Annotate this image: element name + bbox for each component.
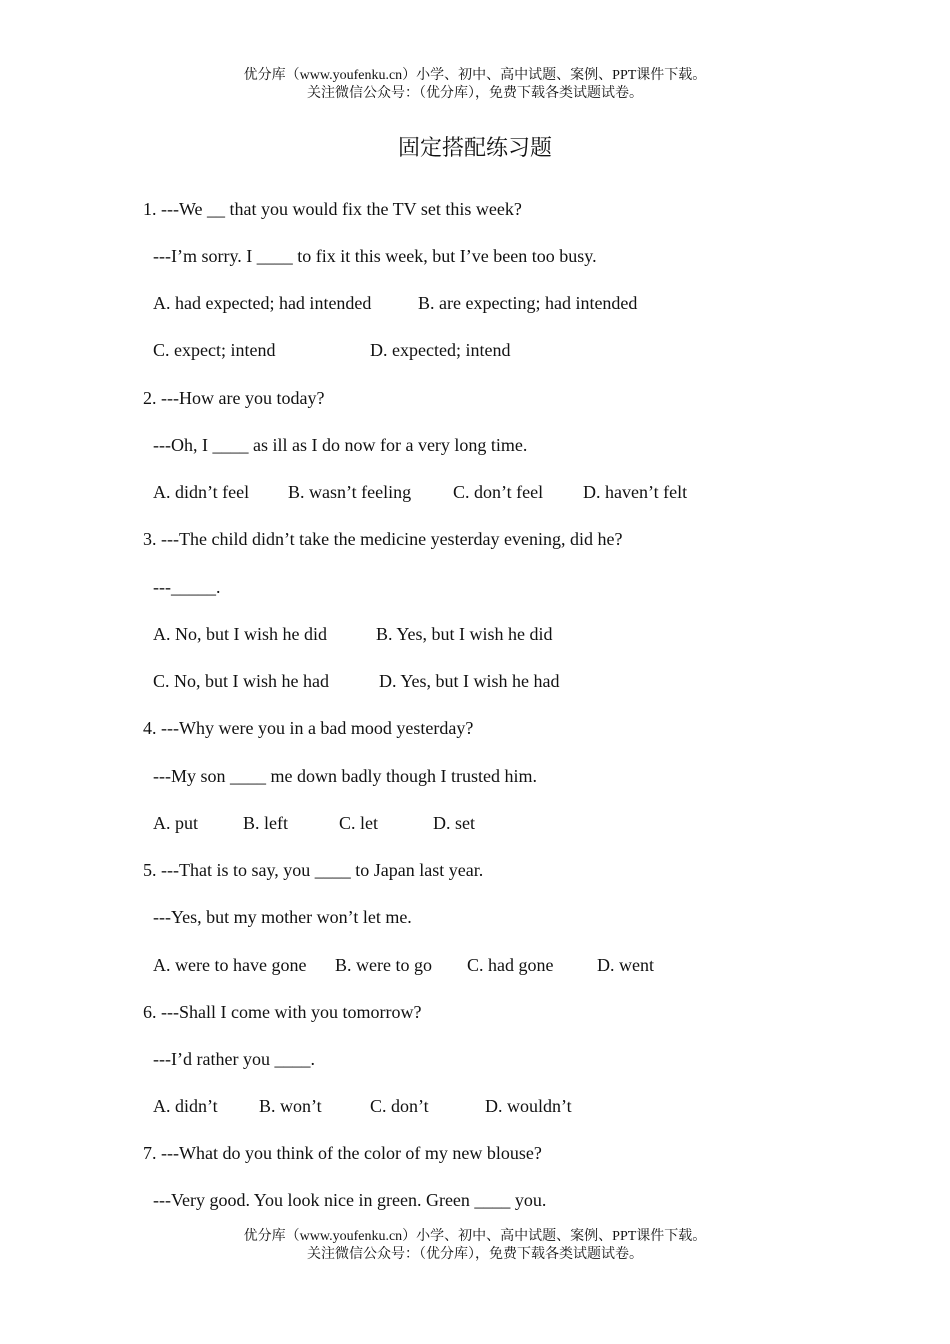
question-1-stem: 1. ---We __ that you would fix the TV set this week?	[143, 199, 522, 219]
question-6-option-d: D. wouldn’t	[485, 1096, 572, 1116]
question-5-reply: ---Yes, but my mother won’t let me.	[153, 907, 412, 927]
question-2-option-d: D. haven’t felt	[583, 482, 688, 502]
question-5-stem: 5. ---That is to say, you ____ to Japan last year.	[143, 860, 484, 880]
question-5-option-b: B. were to go	[335, 955, 432, 975]
question-3-option-b: B. Yes, but I wish he did	[376, 624, 553, 644]
header-line-1: 优分库（www.youfenku.cn）小学、初中、高中试题、案例、PPT课件下载。	[243, 68, 707, 83]
question-5-option-a: A. were to have gone	[153, 955, 307, 975]
footer-line-2: 关注微信公众号：（优分库），免费下载各类试题试卷。	[307, 1247, 643, 1262]
question-7-stem: 7. ---What do you think of the color of my new blouse?	[143, 1143, 542, 1163]
question-6-option-c: C. don’t	[370, 1096, 429, 1116]
question-4-reply: ---My son ____ me down badly though I trusted him.	[153, 766, 537, 786]
question-3-reply: ---_____.	[153, 577, 221, 597]
page-header	[0, 67, 950, 103]
question-2-stem: 2. ---How are you today?	[143, 388, 325, 408]
question-4-option-b: B. left	[243, 813, 288, 833]
question-2-option-a: A. didn’t feel	[153, 482, 250, 502]
question-3-option-c: C. No, but I wish he had	[153, 671, 329, 691]
question-4-stem: 4. ---Why were you in a bad mood yesterday?	[143, 718, 474, 738]
question-3-option-a: A. No, but I wish he did	[153, 624, 327, 644]
question-6-option-a: A. didn’t	[153, 1096, 218, 1116]
question-1-reply: ---I’m sorry. I ____ to fix it this week, but I’ve been too busy.	[153, 246, 597, 266]
question-5-option-c: C. had gone	[467, 955, 554, 975]
question-1-option-b: B. are expecting; had intended	[418, 293, 638, 313]
question-7-reply: ---Very good. You look nice in green. Green ____ you.	[153, 1190, 547, 1210]
page-title: 固定搭配练习题	[397, 135, 552, 160]
question-3-stem: 3. ---The child didn’t take the medicine yesterday evening, did he?	[143, 529, 623, 549]
question-4-option-d: D. set	[433, 813, 475, 833]
footer-line-1: 优分库（www.youfenku.cn）小学、初中、高中试题、案例、PPT课件下载。	[243, 1229, 707, 1244]
question-5-option-d: D. went	[597, 955, 654, 975]
question-1-option-d: D. expected; intend	[370, 340, 511, 360]
question-2-option-b: B. wasn’t feeling	[288, 482, 412, 502]
question-2-option-c: C. don’t feel	[453, 482, 544, 502]
question-6-option-b: B. won’t	[259, 1096, 322, 1116]
header-line-2: 关注微信公众号：（优分库），免费下载各类试题试卷。	[307, 86, 643, 101]
question-3-option-d: D. Yes, but I wish he had	[379, 671, 560, 691]
question-6-reply: ---I’d rather you ____.	[153, 1049, 315, 1069]
question-1-option-c: C. expect; intend	[153, 340, 276, 360]
question-4-option-c: C. let	[339, 813, 378, 833]
question-4-option-a: A. put	[153, 813, 198, 833]
question-1-option-a: A. had expected; had intended	[153, 293, 372, 313]
question-6-stem: 6. ---Shall I come with you tomorrow?	[143, 1002, 422, 1022]
page-footer	[0, 1228, 950, 1264]
question-2-reply: ---Oh, I ____ as ill as I do now for a very long time.	[153, 435, 528, 455]
